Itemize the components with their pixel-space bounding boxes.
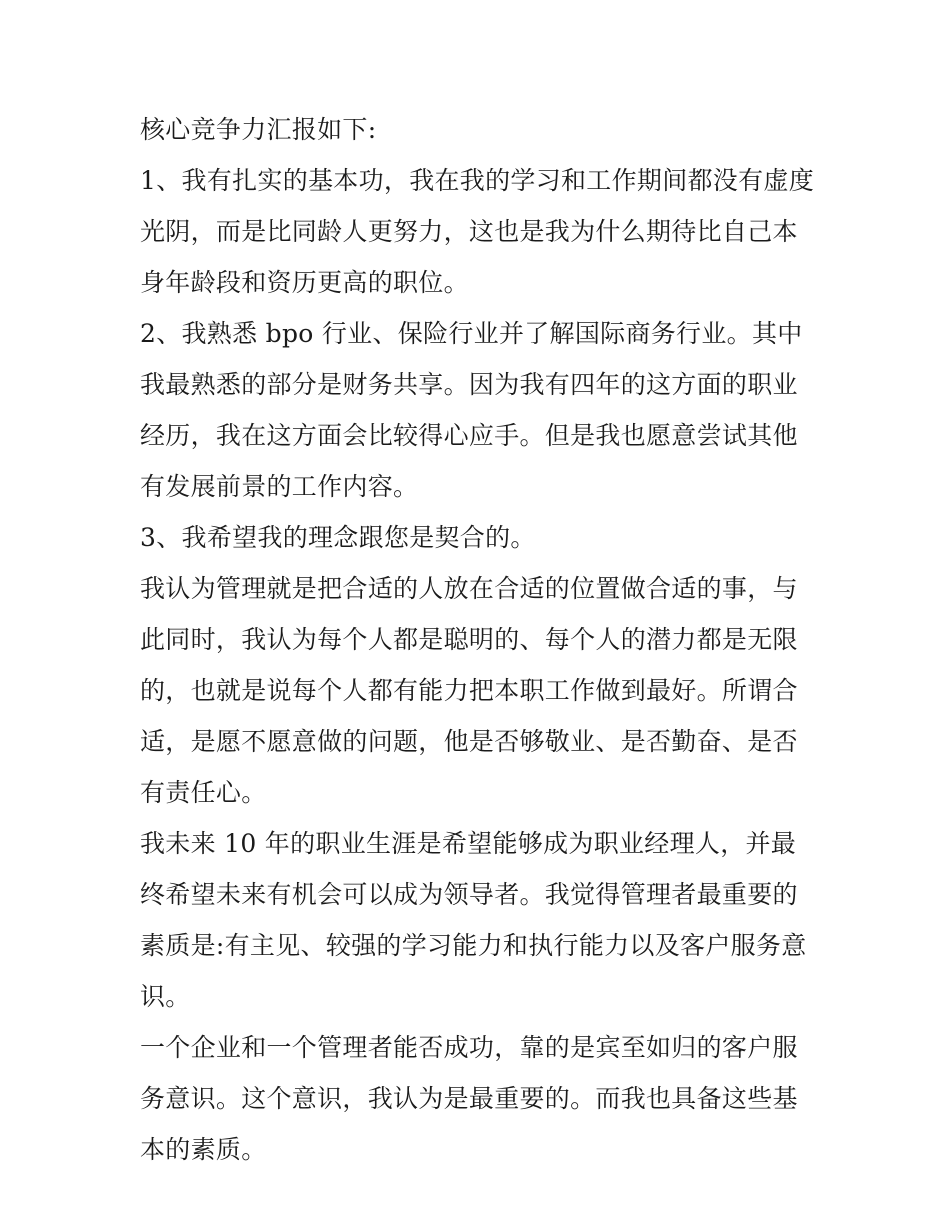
- document-heading: 核心竞争力汇报如下:: [140, 115, 377, 144]
- paragraph-career-plan: 我未来 10 年的职业生涯是希望能够成为职业经理人，并最终希望未来有机会可以成为领导者。我觉得管理者最重要的素质是:有主见、较强的学习能力和执行能力以及客户服务意识。: [140, 829, 807, 1011]
- paragraph-customer-service: 一个企业和一个管理者能否成功，靠的是宾至如归的客户服务意识。这个意识，我认为是最重要的。而我也具备这些基本的素质。: [140, 1033, 798, 1164]
- document-body: [140, 104, 820, 1175]
- paragraph-point-2: 2、我熟悉 bpo 行业、保险行业并了解国际商务行业。其中我最熟悉的部分是财务共享。因为我有四年的这方面的职业经历，我在这方面会比较得心应手。但是我也愿意尝试其他有发展前景的工作内容。: [140, 319, 803, 501]
- paragraph-management-view: 我认为管理就是把合适的人放在合适的位置做合适的事，与此同时，我认为每个人都是聪明的、每个人的潜力都是无限的，也就是说每个人都有能力把本职工作做到最好。所谓合适，是愿不愿意做的问题，他是否够敬业、是否勤奋、是否有责任心。: [140, 574, 798, 807]
- paragraph-point-3: 3、我希望我的理念跟您是契合的。: [140, 523, 536, 552]
- paragraph-point-1: 1、我有扎实的基本功，我在我的学习和工作期间都没有虚度光阴，而是比同龄人更努力，这也是我为什么期待比自己本身年龄段和资历更高的职位。: [140, 166, 815, 297]
